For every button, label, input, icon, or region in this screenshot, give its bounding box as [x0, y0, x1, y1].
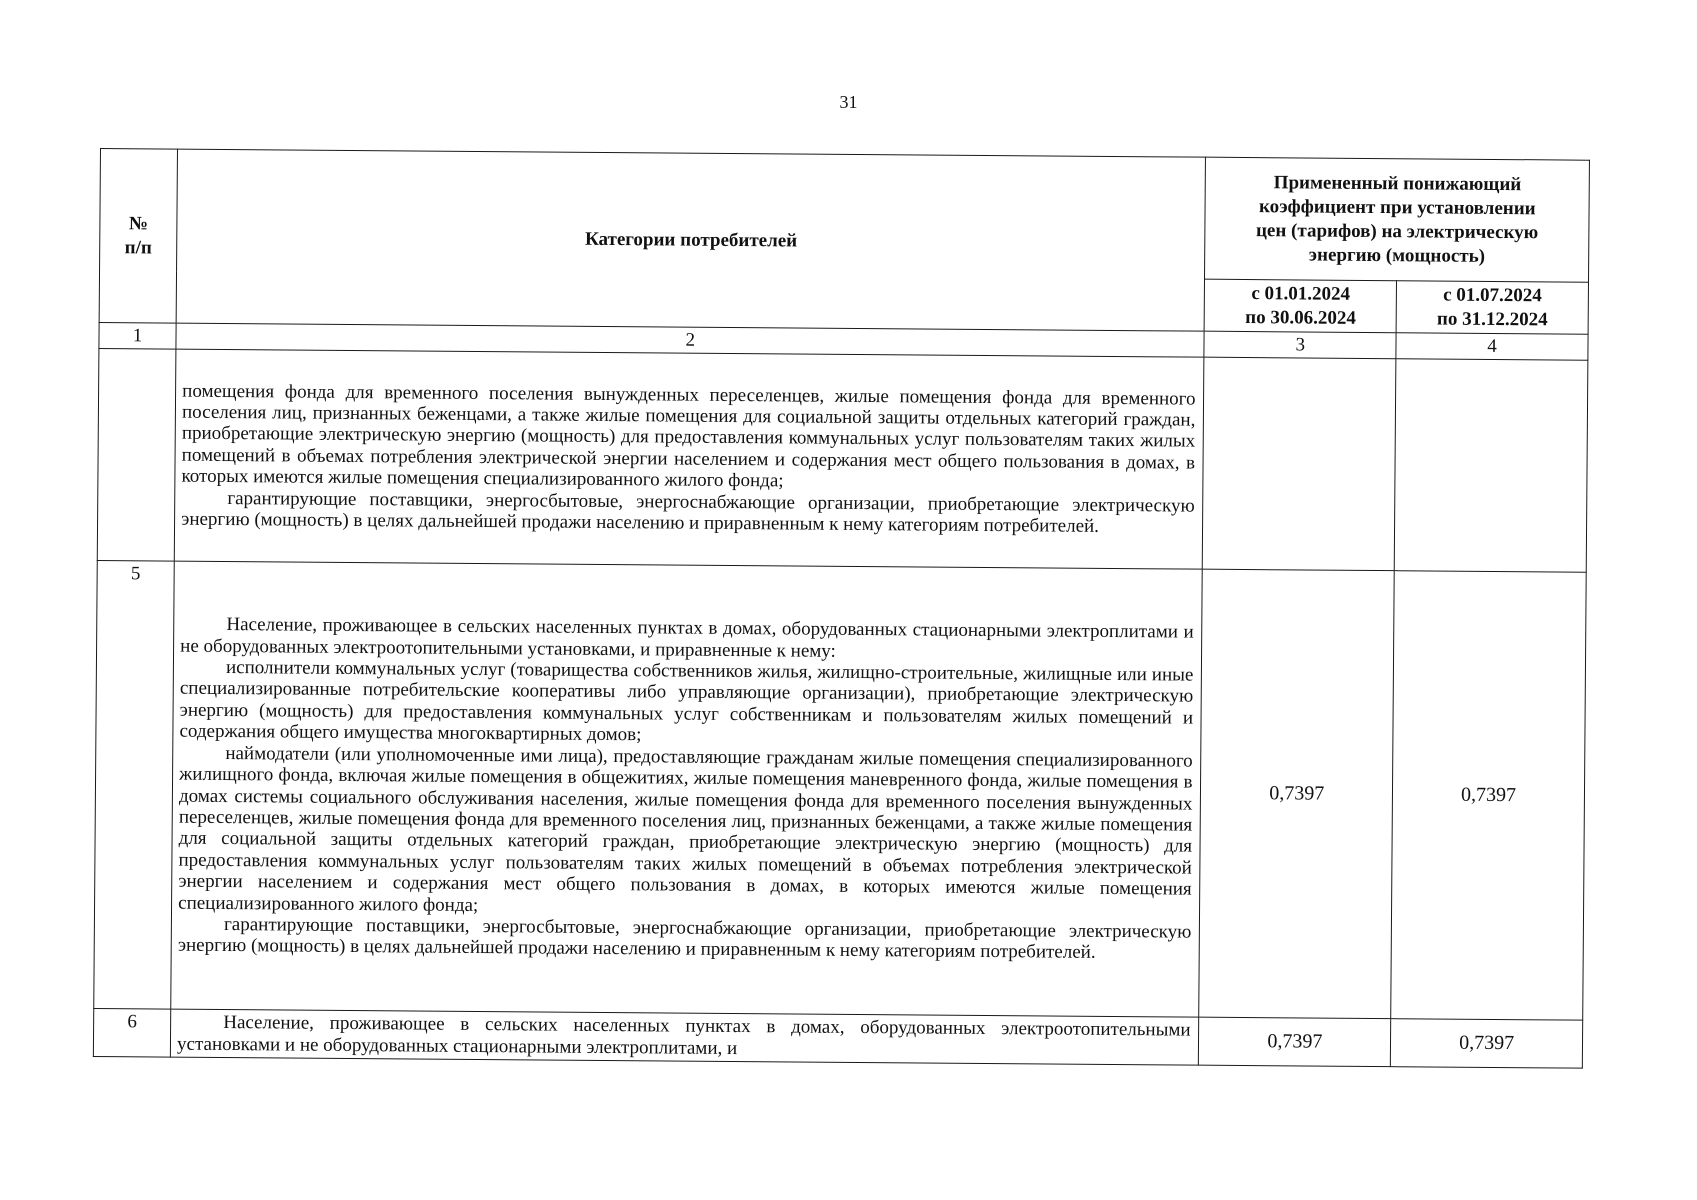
- row-number: [97, 348, 176, 561]
- column-index-2: 2: [176, 323, 1205, 357]
- row-number: 6: [93, 1008, 170, 1057]
- page-number: 31: [839, 92, 858, 112]
- coefficient-value-period-1: [1203, 357, 1396, 570]
- category-paragraph: Население, проживающее в сельских населенных пунктах в домах, оборудованных электроотопительными установками и не оборудованных стационарными электроплитами, и: [177, 1012, 1191, 1059]
- category-paragraph: помещения фонда для временного поселения вынужденных переселенцев, жилые помещения фонда для временного поселения лиц, признанных беженцами, а также жилые помещения для социальной защиты отдельных категорий граждан, приобретающие электрическую энергию (мощность) для предоставления коммунальных услуг пользователям таких жилых помещений в объемах потребления электрической энергии населением и содержания мест общего пользования в домах, в которых имеются жилые помещения специализированного жилого фонда;: [181, 380, 1196, 492]
- coefficient-value-period-2: 0,7397: [1391, 571, 1586, 1020]
- column-header-number-line2: п/п: [124, 236, 152, 258]
- column-header-period-1: [1205, 279, 1397, 333]
- category-cell: [174, 349, 1204, 569]
- column-header-coefficient: [1205, 157, 1589, 282]
- column-header-number-line1: №: [128, 212, 149, 234]
- table-row: [93, 1008, 1582, 1068]
- coefficient-header-line2: коэффициент при установлении: [1258, 195, 1536, 219]
- coefficient-value-period-2: 0,7397: [1391, 1019, 1583, 1069]
- table-row: [94, 560, 1586, 1020]
- period-2-line2: по 31.12.2024: [1436, 308, 1548, 330]
- period-1-line2: по 30.06.2024: [1245, 306, 1356, 329]
- column-header-period-2: [1396, 281, 1588, 335]
- tariff-coefficient-table: [93, 148, 1590, 1069]
- category-paragraph: Население, проживающее в сельских населенных пунктах в домах, оборудованных стационарными электроплитами и не оборудованных электроотопительными установками, и приравненные к нему:: [180, 614, 1194, 662]
- category-cell: [171, 561, 1203, 1017]
- coefficient-header-line3: цен (тарифов) на электрическую: [1255, 219, 1539, 243]
- coefficient-header-line1: Примененный понижающий: [1273, 171, 1522, 195]
- category-paragraph: гарантирующие поставщики, энергосбытовые, энергоснабжающие организации, приобретающие электрическую энергию (мощность) в целях дальнейшей продажи населению и приравненным к нему категориям потребителей.: [181, 487, 1195, 537]
- coefficient-header-line4: энергию (мощность): [1308, 243, 1486, 267]
- category-cell: [170, 1009, 1199, 1065]
- column-index-3: 3: [1204, 331, 1396, 359]
- column-header-number: [99, 149, 177, 324]
- period-1-line1: с 01.01.2024: [1251, 282, 1351, 305]
- period-2-line1: с 01.07.2024: [1443, 284, 1542, 306]
- table-row: [97, 348, 1588, 572]
- row-number: 5: [94, 560, 175, 1009]
- category-paragraph: исполнители коммунальных услуг (товарищества собственников жилья, жилищно-строительные, жилищные или иные специализированные потребительские кооперативы либо управляющие организации), приобретающие электрическую энергию (мощность) для предоставления коммунальных услуг собственникам и пользователям жилых помещений и содержания общего имущества многоквартирных домов;: [179, 657, 1194, 746]
- category-paragraph: наймодатели (или уполномоченные ими лица), предоставляющие гражданам жилые помещения специализированного жилищного фонда, включая жилые помещения в общежитиях, жилые помещения маневренного фонда, жилые помещения в домах системы социального обслуживания населения, жилые помещения фонда для временного поселения вынужденных переселенцев, жилые помещения фонда для временного поселения лиц, признанных беженцами, а также жилые помещения для социальной защиты отдельных категорий граждан, приобретающие электрическую энергию (мощность) для предоставления коммунальных услуг пользователям таких жилых помещений в объемах потребления электрической энергии населением и содержания мест общего пользования в домах, в которых имеются жилые помещения специализированного жилого фонда;: [178, 742, 1193, 916]
- coefficient-value-period-1: 0,7397: [1199, 1017, 1391, 1067]
- column-header-category: Категории потребителей: [176, 149, 1206, 331]
- column-index-4: 4: [1396, 333, 1588, 361]
- tariff-table-sheet: [93, 148, 1590, 1069]
- coefficient-value-period-1: 0,7397: [1199, 569, 1394, 1018]
- category-paragraph: гарантирующие поставщики, энергосбытовые, энергоснабжающие организации, приобретающие электрическую энергию (мощность) в целях дальнейшей продажи населению и приравненным к нему категориям потребителей.: [177, 913, 1192, 964]
- coefficient-value-period-2: [1394, 359, 1587, 572]
- header-row: [100, 149, 1590, 283]
- column-index-1: 1: [99, 322, 176, 349]
